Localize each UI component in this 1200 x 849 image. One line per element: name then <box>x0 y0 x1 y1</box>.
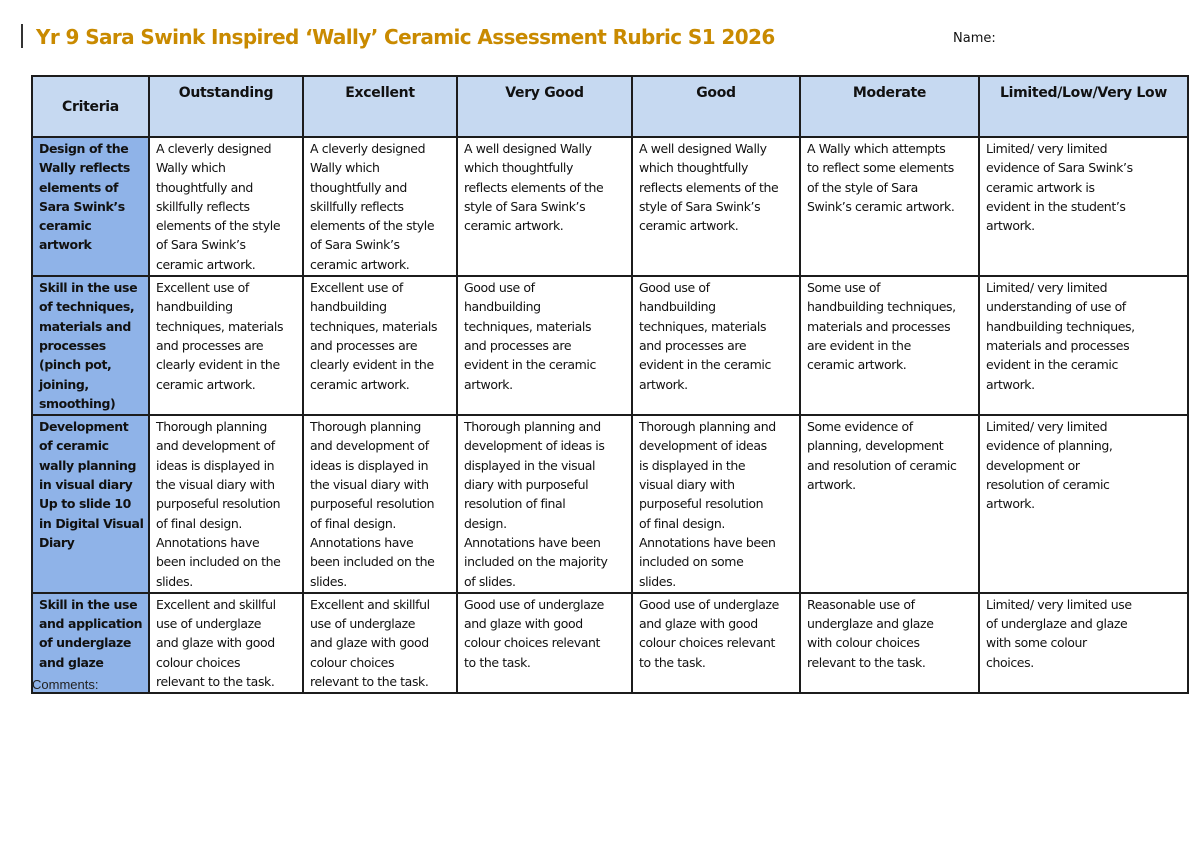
text-cursor <box>21 24 23 48</box>
table-cell: Limited/ very limited understanding of use of handbuilding techniques, materials and processes evident in the ceramic artwork. <box>979 276 1188 415</box>
table-cell: Excellent and skillful use of underglaze and glaze with good colour choices relevant to the task. <box>149 593 303 693</box>
table-cell: Some use of handbuilding techniques, materials and processes are evident in the ceramic artwork. <box>800 276 979 415</box>
table-cell: Limited/ very limited use of underglaze and glaze with some colour choices. <box>979 593 1188 693</box>
criteria-cell: Skill in the use of techniques, materials and processes (pinch pot, joining, smoothing) <box>32 276 149 415</box>
table-cell: A cleverly designed Wally which thoughtfully and skillfully reflects elements of the style of Sara Swink’s ceramic artwork. <box>149 137 303 276</box>
table-cell: Thorough planning and development of ideas is displayed in the visual diary with purposeful resolution of final design. Annotations have been included on the slides. <box>149 415 303 593</box>
table-cell: Good use of underglaze and glaze with good colour choices relevant to the task. <box>632 593 800 693</box>
column-header-good: Good <box>632 76 800 137</box>
table-cell: A cleverly designed Wally which thoughtfully and skillfully reflects elements of the style of Sara Swink’s ceramic artwork. <box>303 137 457 276</box>
criteria-cell: Skill in the use and application of underglaze and glaze <box>32 593 149 693</box>
criteria-cell: Development of ceramic wally planning in visual diary Up to slide 10 in Digital Visual Diary <box>32 415 149 593</box>
column-header-very-good: Very Good <box>457 76 632 137</box>
table-cell: A well designed Wally which thoughtfully reflects elements of the style of Sara Swink’s ceramic artwork. <box>632 137 800 276</box>
rubric-table <box>31 75 1189 694</box>
table-cell: Reasonable use of underglaze and glaze with colour choices relevant to the task. <box>800 593 979 693</box>
table-cell: Excellent use of handbuilding techniques, materials and processes are clearly evident in the ceramic artwork. <box>303 276 457 415</box>
table-cell: Excellent and skillful use of underglaze and glaze with good colour choices relevant to the task. <box>303 593 457 693</box>
name-label: Name: <box>953 31 996 46</box>
column-header-limited: Limited/Low/Very Low <box>979 76 1188 137</box>
table-row <box>32 137 1188 276</box>
table-row <box>32 593 1188 693</box>
table-cell: Good use of handbuilding techniques, materials and processes are evident in the ceramic artwork. <box>457 276 632 415</box>
table-cell: Good use of handbuilding techniques, materials and processes are evident in the ceramic artwork. <box>632 276 800 415</box>
column-header-criteria: Criteria <box>32 76 149 137</box>
column-header-moderate: Moderate <box>800 76 979 137</box>
table-cell: Thorough planning and development of ideas is displayed in the visual diary with purposeful resolution of final design. Annotations have been included on the slides. <box>303 415 457 593</box>
table-cell: A Wally which attempts to reflect some elements of the style of Sara Swink’s ceramic artwork. <box>800 137 979 276</box>
table-cell: Some evidence of planning, development and resolution of ceramic artwork. <box>800 415 979 593</box>
comments-label: Comments: <box>32 677 99 692</box>
table-cell: Excellent use of handbuilding techniques, materials and processes are clearly evident in the ceramic artwork. <box>149 276 303 415</box>
table-cell: Limited/ very limited evidence of planning, development or resolution of ceramic artwork. <box>979 415 1188 593</box>
table-cell: Thorough planning and development of ideas is displayed in the visual diary with purposeful resolution of final design. Annotations have been included on the majority of slides. <box>457 415 632 593</box>
header-row <box>32 76 1188 137</box>
table-cell: Limited/ very limited evidence of Sara Swink’s ceramic artwork is evident in the student’s artwork. <box>979 137 1188 276</box>
table-row <box>32 415 1188 593</box>
table-cell: Good use of underglaze and glaze with good colour choices relevant to the task. <box>457 593 632 693</box>
criteria-cell: Design of the Wally reflects elements of Sara Swink’s ceramic artwork <box>32 137 149 276</box>
page-title: Yr 9 Sara Swink Inspired ‘Wally’ Ceramic Assessment Rubric S1 2026 <box>36 25 775 49</box>
column-header-excellent: Excellent <box>303 76 457 137</box>
table-cell: A well designed Wally which thoughtfully reflects elements of the style of Sara Swink’s ceramic artwork. <box>457 137 632 276</box>
table-cell: Thorough planning and development of ideas is displayed in the visual diary with purposeful resolution of final design. Annotations have been included on some slides. <box>632 415 800 593</box>
table-row <box>32 276 1188 415</box>
column-header-outstanding: Outstanding <box>149 76 303 137</box>
